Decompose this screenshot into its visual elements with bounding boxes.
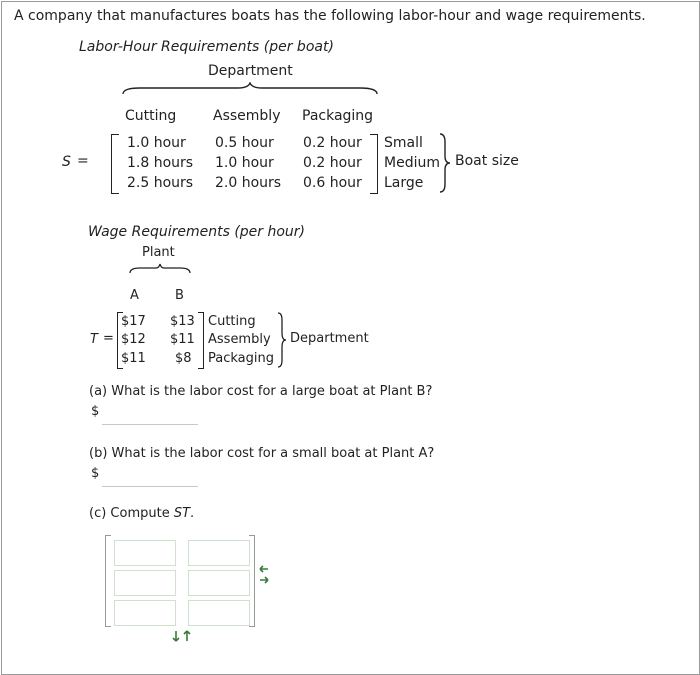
question-b-text: (b) What is the labor cost for a small boat at Plant A?: [89, 446, 435, 461]
department-side-brace: [276, 311, 288, 369]
matrix-t-symbol: T: [90, 332, 98, 347]
question-c-text: [89, 506, 194, 521]
wage-caption: Wage Requirements (per hour): [88, 224, 306, 240]
boat-size-brace: [438, 132, 452, 194]
answer-matrix-cell-3-1[interactable]: [114, 600, 176, 626]
left-right-arrows-icon[interactable]: [258, 562, 270, 588]
s-cell-1-3: 0.2 hour: [303, 135, 362, 151]
row-label-packaging: Packaging: [208, 351, 274, 366]
question-c-suffix: .: [190, 506, 195, 521]
row-label-large: Large: [384, 175, 424, 191]
question-c-symbol: ST: [173, 506, 191, 521]
s-cell-3-2: 2.0 hours: [215, 175, 282, 191]
answer-matrix-cell-2-2[interactable]: [188, 570, 250, 596]
department-brace: [120, 82, 380, 96]
labor-department-label: Department: [208, 63, 293, 79]
row-label-small: Small: [384, 135, 423, 151]
col-header-plant-a: A: [130, 288, 139, 303]
intro-text: A company that manufactures boats has the following labor-hour and wage requirements.: [14, 8, 646, 24]
t-cell-3-2: $8: [175, 351, 192, 366]
t-cell-2-1: $12: [121, 332, 146, 347]
matrix-s-symbol: S: [62, 154, 71, 170]
matrix-t-equals: =: [103, 331, 114, 346]
labor-caption: Labor-Hour Requirements (per boat): [79, 39, 334, 55]
question-a-text: (a) What is the labor cost for a large boat at Plant B?: [89, 384, 433, 399]
boat-size-label: Boat size: [455, 153, 519, 169]
t-cell-1-1: $17: [121, 314, 146, 329]
wage-plant-label: Plant: [142, 245, 175, 260]
answer-b-input[interactable]: [102, 466, 198, 487]
answer-matrix-cell-3-2[interactable]: [188, 600, 250, 626]
t-cell-3-1: $11: [121, 351, 146, 366]
s-cell-1-1: 1.0 hour: [127, 135, 186, 151]
row-label-cutting: Cutting: [208, 314, 256, 329]
s-cell-2-2: 1.0 hour: [215, 155, 274, 171]
department-side-label: Department: [290, 331, 369, 346]
question-a-dollar: $: [91, 404, 100, 419]
up-down-arrows-icon[interactable]: [170, 628, 194, 642]
s-cell-3-3: 0.6 hour: [303, 175, 362, 191]
answer-matrix-left-bracket: [105, 535, 111, 627]
s-cell-2-3: 0.2 hour: [303, 155, 362, 171]
answer-matrix-cell-1-1[interactable]: [114, 540, 176, 566]
row-label-assembly: Assembly: [208, 332, 271, 347]
matrix-s-right-bracket: [370, 134, 378, 194]
answer-matrix-cell-1-2[interactable]: [188, 540, 250, 566]
col-header-cutting: Cutting: [125, 108, 177, 124]
t-cell-1-2: $13: [170, 314, 195, 329]
plant-brace: [128, 263, 192, 275]
answer-a-input[interactable]: [102, 404, 198, 425]
col-header-assembly: Assembly: [213, 108, 281, 124]
question-c-prefix: (c) Compute: [89, 506, 174, 521]
matrix-s-left-bracket: [111, 134, 119, 194]
t-cell-2-2: $11: [170, 332, 195, 347]
row-label-medium: Medium: [384, 155, 440, 171]
s-cell-1-2: 0.5 hour: [215, 135, 274, 151]
s-cell-3-1: 2.5 hours: [127, 175, 194, 191]
matrix-t-right-bracket: [198, 312, 204, 369]
s-cell-2-1: 1.8 hours: [127, 155, 194, 171]
question-b-dollar: $: [91, 466, 100, 481]
answer-matrix-cell-2-1[interactable]: [114, 570, 176, 596]
col-header-plant-b: B: [175, 288, 184, 303]
matrix-s-equals: =: [77, 153, 89, 169]
col-header-packaging: Packaging: [302, 108, 374, 124]
